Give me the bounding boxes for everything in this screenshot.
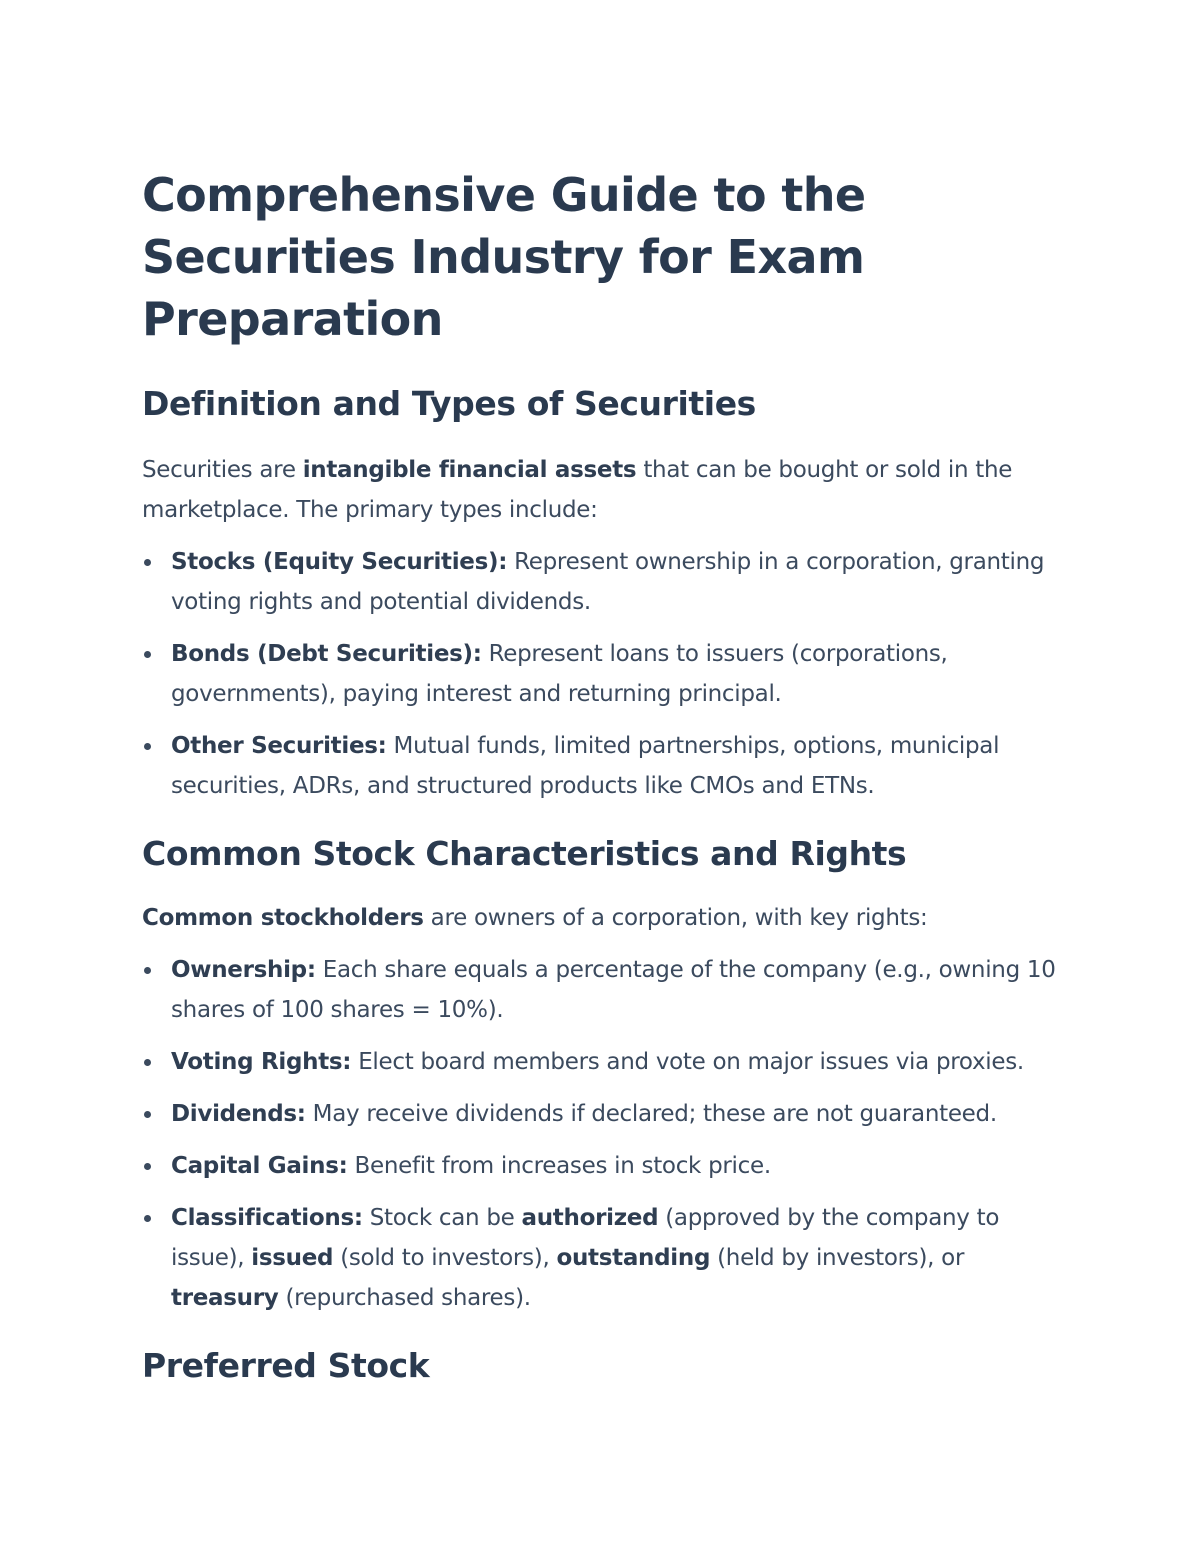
list-item: Capital Gains: Benefit from increases in stock price. bbox=[142, 1146, 1072, 1186]
bullet-icon bbox=[144, 1111, 151, 1118]
list-item: Voting Rights: Elect board members and vote on major issues via proxies. bbox=[142, 1042, 1072, 1082]
bullet-icon bbox=[144, 1163, 151, 1170]
list-item: Dividends: May receive dividends if declared; these are not guaranteed. bbox=[142, 1094, 1072, 1134]
securities-types-list bbox=[142, 542, 1072, 806]
document-page bbox=[142, 164, 1072, 1388]
bullet-icon bbox=[144, 559, 151, 566]
bullet-icon bbox=[144, 1059, 151, 1066]
section-intro-common-stock: Common stockholders are owners of a corporation, with key rights: bbox=[142, 905, 928, 931]
bullet-icon bbox=[144, 967, 151, 974]
section-heading-preferred-stock: Preferred Stock bbox=[142, 1346, 430, 1385]
section-intro-types: Securities are intangible financial assets that can be bought or sold in the marketplace. The primary types include: bbox=[142, 457, 1013, 523]
bullet-icon bbox=[144, 1215, 151, 1222]
list-item: Bonds (Debt Securities): Represent loans to issuers (corporations, governments), paying interest and returning principal. bbox=[142, 634, 1072, 714]
section-heading-types: Definition and Types of Securities bbox=[142, 384, 756, 423]
bullet-icon bbox=[144, 651, 151, 658]
common-stock-rights-list bbox=[142, 950, 1072, 1318]
list-item: Other Securities: Mutual funds, limited partnerships, options, municipal securities, ADRs, and structured products like CMOs and ETNs. bbox=[142, 726, 1072, 806]
list-item: Ownership: Each share equals a percentage of the company (e.g., owning 10 shares of 100 shares = 10%). bbox=[142, 950, 1072, 1030]
section-heading-common-stock: Common Stock Characteristics and Rights bbox=[142, 834, 907, 873]
list-item: Stocks (Equity Securities): Represent ownership in a corporation, granting voting rights and potential dividends. bbox=[142, 542, 1072, 622]
list-item-classifications: Classifications: Stock can be authorized (approved by the company to issue), issued (sold to investors), outstanding (held by investors), or treasury (repurchased shares). bbox=[142, 1198, 1072, 1318]
document-title: Comprehensive Guide to the Securities Industry for Exam Preparation bbox=[142, 168, 866, 346]
bullet-icon bbox=[144, 743, 151, 750]
